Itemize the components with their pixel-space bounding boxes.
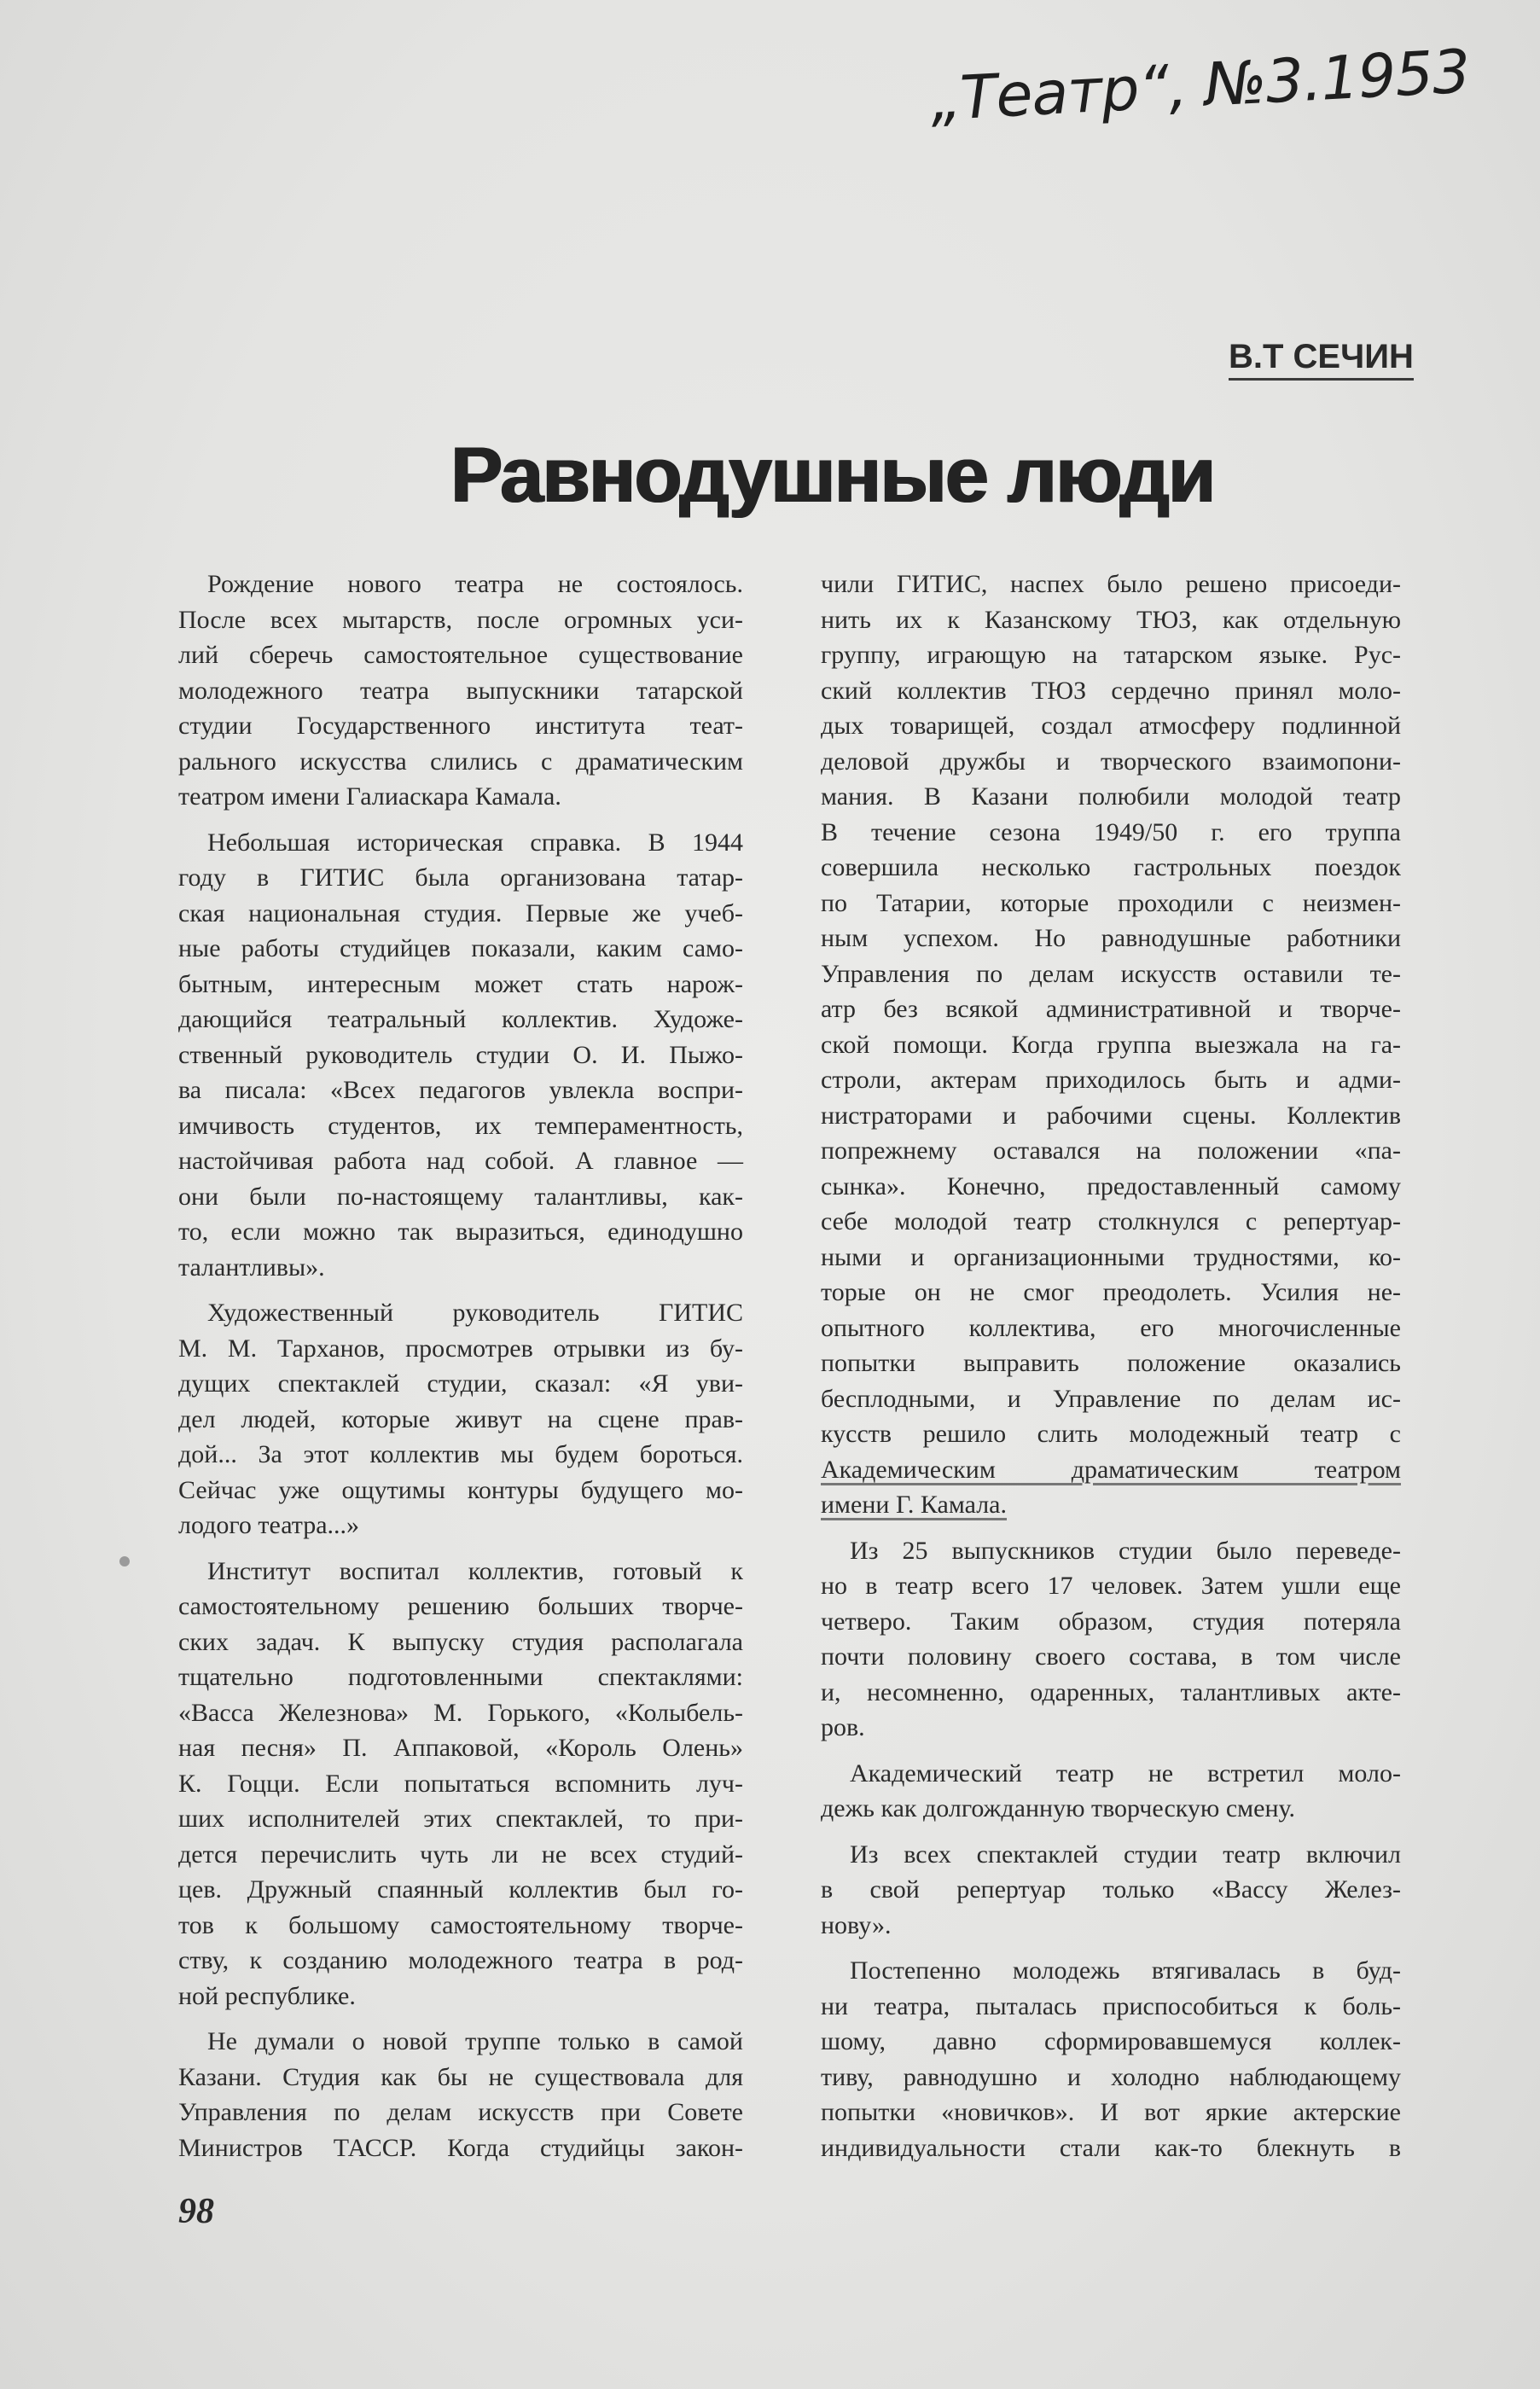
text-line: К. Гоцци. Если попытаться вспомнить луч- (178, 1769, 743, 1798)
text-line: Постепенно молодежь втягивалась в буд- (850, 1956, 1401, 1985)
text-line: нистраторами и рабочими сцены. Коллектив (821, 1101, 1401, 1130)
text-line: Небольшая историческая справка. В 1944 (207, 828, 743, 857)
paragraph (178, 1554, 743, 2014)
text-line: ских задач. К выпуску студия располагала (178, 1627, 743, 1656)
paragraph (178, 567, 743, 815)
text-line: но в театр всего 17 человек. Затем ушли еще (821, 1572, 1401, 1600)
text-line: В течение сезона 1949/50 г. его труппа (821, 817, 1401, 846)
text-line: лодого театра...» (178, 1511, 360, 1539)
text-line: то, если можно так выразиться, единодушно (178, 1218, 743, 1246)
text-line: имени Г. Камала. (821, 1491, 1007, 1519)
text-line: молодежного театра выпускники татарской (178, 676, 743, 705)
text-line: ная песня» П. Аппаковой, «Король Олень» (178, 1734, 743, 1762)
text-line: Не думали о новой труппе только в самой (207, 2027, 743, 2055)
paragraph (821, 1953, 1401, 2165)
text-line: попытки «новичков». И вот яркие актерские (821, 2098, 1401, 2126)
text-line: самостоятельному решению больших творче- (178, 1592, 743, 1620)
text-line: дающийся театральный коллектив. Художе- (178, 1005, 743, 1033)
text-line: настойчивая работа над собой. А главное — (178, 1147, 743, 1175)
text-line: рального искусства слились с драматическим (178, 747, 743, 776)
text-line: Академический театр не встретил моло- (850, 1758, 1401, 1787)
text-line: После всех мытарств, после огромных уси- (178, 605, 743, 634)
text-line: мания. В Казани полюбили молодой театр (821, 782, 1401, 811)
text-line: сынка». Конечно, предоставленный самому (821, 1171, 1401, 1200)
text-line: дется перечислить чуть ли не всех студий- (178, 1840, 743, 1869)
text-line: бесплодными, и Управление по делам ис- (821, 1384, 1401, 1413)
text-line: группу, играющую на татарском языке. Рус- (821, 641, 1401, 669)
text-line: году в ГИТИС была организована татар- (178, 863, 743, 892)
text-line: они были по-настоящему талантливы, как- (178, 1182, 743, 1211)
text-line: совершила несколько гастрольных поездок (821, 853, 1401, 881)
text-line: себе молодой театр столкнулся с репертуар- (821, 1207, 1401, 1235)
text-line: тиву, равнодушно и холодно наблюдающему (821, 2062, 1401, 2091)
paragraph (178, 825, 743, 1286)
handwritten-annotation: „Театр“, №3.1953 (928, 36, 1472, 135)
paragraph (821, 1533, 1401, 1746)
text-line: попытки выправить положение оказались (821, 1349, 1401, 1377)
paragraph (178, 1295, 743, 1543)
text-line: театром имени Галиаскара Камала. (178, 782, 561, 811)
paragraph (821, 567, 1401, 1523)
page-number: 98 (178, 2192, 214, 2231)
text-line: ших исполнителей этих спектаклей, то при- (178, 1805, 743, 1833)
text-line: Казани. Студия как бы не существовала для (178, 2062, 743, 2091)
text-line: Академическим драматическим театром (821, 1455, 1401, 1484)
text-line: Управления по делам искусств при Совете (178, 2098, 743, 2126)
text-line: «Васса Железнова» М. Горького, «Колыбель- (178, 1698, 743, 1727)
text-line: ва писала: «Всех педагогов увлекла воспри- (178, 1076, 743, 1104)
text-line: индивидуальности стали как-то блекнуть в (821, 2133, 1401, 2162)
text-line: кусств решило слить молодежный театр с (821, 1420, 1401, 1448)
text-line: нову». (821, 1910, 892, 1939)
text-line: строли, актерам приходилось быть и адми- (821, 1066, 1401, 1094)
text-line: ский коллектив ТЮЗ сердечно принял моло- (821, 676, 1401, 705)
text-column-right (821, 567, 1401, 2176)
text-line: бытным, интересным может стать нарож- (178, 969, 743, 998)
text-line: деловой дружбы и творческого взаимопони- (821, 747, 1401, 776)
text-line: почти половину своего состава, в том числе (821, 1642, 1401, 1671)
text-line: ству, к созданию молодежного театра в род- (178, 1946, 743, 1974)
article-title: Равнодушные люди (450, 432, 1215, 519)
text-line: дел людей, которые живут на сцене прав- (178, 1404, 743, 1433)
text-line: имчивость студентов, их темпераментность, (178, 1111, 743, 1140)
text-line: нить их к Казанскому ТЮЗ, как отдельную (821, 605, 1401, 634)
paragraph (178, 2024, 743, 2165)
text-column-left (178, 567, 743, 2176)
text-line: торые он не смог преодолеть. Усилия не- (821, 1278, 1401, 1306)
text-line: четверо. Таким образом, студия потеряла (821, 1607, 1401, 1636)
text-line: по Татарии, которые проходили с неизмен- (821, 888, 1401, 917)
paragraph (821, 1837, 1401, 1944)
text-line: талантливы». (178, 1253, 325, 1282)
text-line: дых товарищей, создал атмосферу подлинной (821, 712, 1401, 740)
text-line: опытного коллектива, его многочисленные (821, 1313, 1401, 1342)
text-line: атр без всякой административной и творче- (821, 995, 1401, 1023)
text-line: дущих спектаклей студии, сказал: «Я уви- (178, 1369, 743, 1398)
text-line: шому, давно сформировавшемуся коллек- (821, 2027, 1401, 2055)
text-line: ственный руководитель студии О. И. Пыжо- (178, 1040, 743, 1069)
text-line: Из всех спектаклей студии театр включил (850, 1840, 1401, 1869)
text-line: лий сберечь самостоятельное существование (178, 641, 743, 669)
article-author: В.Т СЕЧИН (1229, 338, 1414, 381)
paragraph (821, 1756, 1401, 1827)
text-line: Сейчас уже ощутимы контуры будущего мо- (178, 1475, 743, 1504)
text-line: попрежнему оставался на положении «па- (821, 1136, 1401, 1165)
text-line: ным успехом. Но равнодушные работники (821, 924, 1401, 952)
text-line: чили ГИТИС, наспех было решено присоеди- (821, 570, 1401, 598)
text-line: тов к большому самостоятельному творче- (178, 1910, 743, 1939)
text-line: дежь как долгожданную творческую смену. (821, 1794, 1295, 1822)
text-line: и, несомненно, одаренных, талантливых акте- (821, 1677, 1401, 1706)
text-line: ной республике. (178, 1981, 356, 2010)
text-line: Из 25 выпускников студии было переведе- (850, 1536, 1401, 1565)
text-line: тщательно подготовленными спектаклями: (178, 1663, 743, 1691)
text-line: дой... За этот коллектив мы будем бороться. (178, 1440, 743, 1468)
text-line: студии Государственного института теат- (178, 712, 743, 740)
text-line: М. М. Тарханов, просмотрев отрывки из бу- (178, 1334, 743, 1363)
margin-mark (119, 1556, 130, 1567)
text-line: ни театра, пыталась приспособиться к боль- (821, 1991, 1401, 2020)
text-line: Управления по делам искусств оставили те- (821, 959, 1401, 988)
text-line: ные работы студийцев показали, каким само- (178, 934, 743, 962)
text-line: ская национальная студия. Первые же учеб- (178, 898, 743, 927)
text-line: ской помощи. Когда группа выезжала на га- (821, 1030, 1401, 1059)
text-line: Институт воспитал коллектив, готовый к (207, 1556, 743, 1585)
text-line: Художественный руководитель ГИТИС (207, 1299, 743, 1327)
text-line: цев. Дружный спаянный коллектив был го- (178, 1875, 743, 1904)
text-line: Министров ТАССР. Когда студийцы закон- (178, 2133, 743, 2162)
text-line: Рождение нового театра не состоялось. (207, 570, 743, 598)
text-line: ными и организационными трудностями, ко- (821, 1242, 1401, 1271)
text-line: ров. (821, 1713, 865, 1741)
text-line: в свой репертуар только «Вассу Желез- (821, 1875, 1401, 1904)
